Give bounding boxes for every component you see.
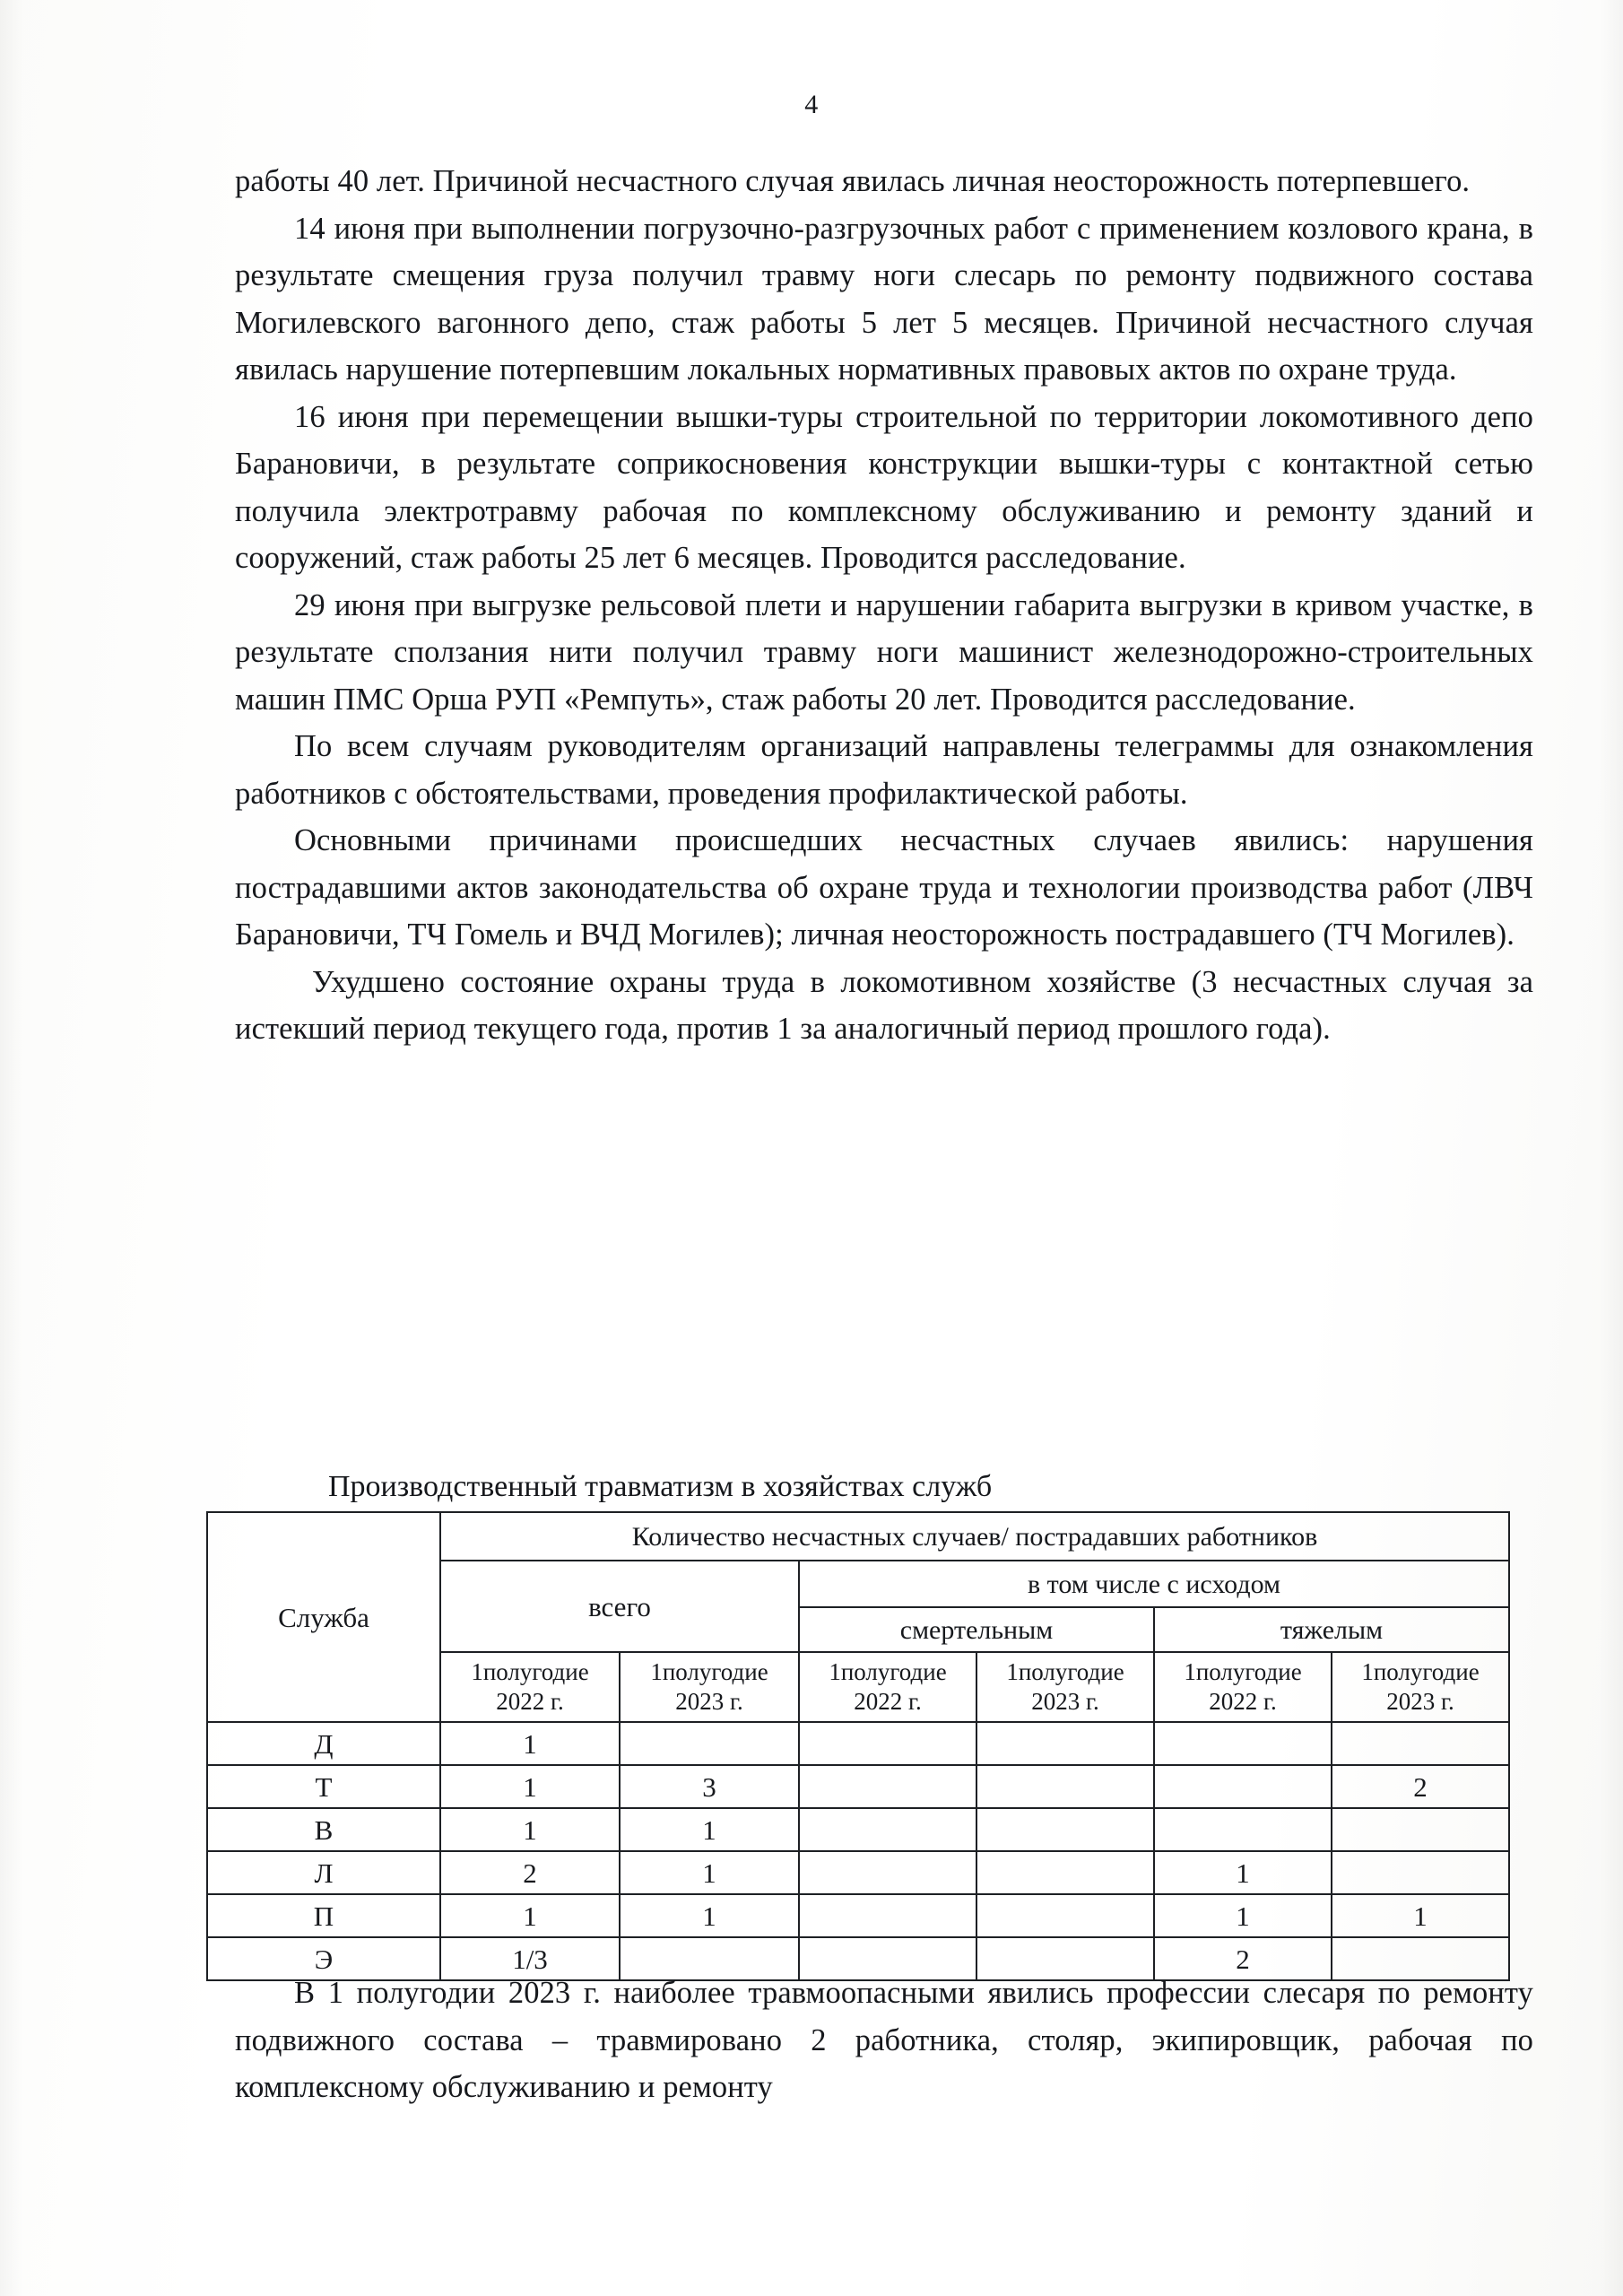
period-line-2: 2023 г. — [1386, 1688, 1454, 1715]
header-severe: тяжелым — [1154, 1607, 1509, 1652]
period-line-1: 1полугодие — [1361, 1658, 1480, 1685]
header-period-severe-2022 — [1154, 1652, 1332, 1722]
paragraph-june-14: 14 июня при выполнении погрузочно-разгрузочных работ с применением козлового крана, в результате смещения груза получил травму ноги слесарь по ремонту подвижного состава Могилевского вагонного депо, стаж работы 5 лет 5 месяцев. Причиной несчастного случая явилась нарушение потерпевшим локальных нормативных правовых актов по охране труда. — [235, 211, 1533, 387]
cell-total-2022: 1 — [440, 1765, 620, 1808]
period-line-1: 1полугодие — [829, 1658, 947, 1685]
cell-total-2023: 3 — [620, 1765, 799, 1808]
cell-fatal-2022 — [799, 1765, 976, 1808]
page-number: 4 — [804, 90, 819, 119]
header-count-group: Количество несчастных случаев/ пострадавших работников — [440, 1512, 1509, 1561]
cell-total-2023: 1 — [620, 1851, 799, 1894]
cell-fatal-2023 — [976, 1808, 1154, 1851]
cell-total-2022: 1/3 — [440, 1937, 620, 1980]
cell-fatal-2022 — [799, 1851, 976, 1894]
cell-fatal-2023 — [976, 1765, 1154, 1808]
cell-severe-2022 — [1154, 1765, 1332, 1808]
header-period-fatal-2022 — [799, 1652, 976, 1722]
cell-service: Э — [207, 1937, 440, 1980]
cell-fatal-2023 — [976, 1894, 1154, 1937]
cell-service: Л — [207, 1851, 440, 1894]
period-line-1: 1полугодие — [471, 1658, 589, 1685]
cell-service: Т — [207, 1765, 440, 1808]
table-row — [207, 1851, 1509, 1894]
cell-severe-2023: 1 — [1332, 1894, 1509, 1937]
cell-fatal-2022 — [799, 1722, 976, 1765]
header-period-total-2023 — [620, 1652, 799, 1722]
paragraph-deterioration: Ухудшено состояние охраны труда в локомотивном хозяйстве (3 несчастных случая за истекший период текущего года, против 1 за аналогичный период прошлого года). — [235, 964, 1533, 1046]
closing-text-block — [235, 1970, 1533, 2111]
table-row — [207, 1808, 1509, 1851]
scan-edge-left — [0, 0, 23, 2296]
period-line-2: 2022 г. — [854, 1688, 922, 1715]
cell-severe-2023 — [1332, 1808, 1509, 1851]
cell-severe-2022 — [1154, 1722, 1332, 1765]
header-including-outcome: в том числе с исходом — [799, 1561, 1509, 1607]
period-line-2: 2023 г. — [675, 1688, 743, 1715]
table-row — [207, 1765, 1509, 1808]
header-period-severe-2023 — [1332, 1652, 1509, 1722]
paragraph-continuation: работы 40 лет. Причиной несчастного случая явилась личная неосторожность потерпевшего. — [235, 164, 1471, 198]
injury-table-section — [206, 1467, 1508, 1981]
table-row — [207, 1894, 1509, 1937]
scan-edge-right — [1600, 0, 1623, 2296]
table-row — [207, 1722, 1509, 1765]
cell-fatal-2022 — [799, 1808, 976, 1851]
cell-total-2022: 1 — [440, 1722, 620, 1765]
header-period-total-2022 — [440, 1652, 620, 1722]
period-line-1: 1полугодие — [1184, 1658, 1302, 1685]
header-period-fatal-2023 — [976, 1652, 1154, 1722]
paragraph-june-29: 29 июня при выгрузке рельсовой плети и нарушении габарита выгрузки в кривом участке, в результате сползания нити получил травму ноги машинист железнодорожно-строительных машин ПМС Орша РУП «Ремпуть», стаж работы 20 лет. Проводится расследование. — [235, 587, 1533, 717]
cell-severe-2022 — [1154, 1808, 1332, 1851]
paragraph-june-16: 16 июня при перемещении вышки-туры строительной по территории локомотивного депо Барановичи, в результате соприкосновения конструкции вышки-туры с контактной сетью получила электротравму рабочая по комплексному обслуживанию и ремонту зданий и сооружений, стаж работы 25 лет 6 месяцев. Проводится расследование. — [235, 399, 1533, 575]
cell-total-2023: 1 — [620, 1808, 799, 1851]
period-line-2: 2023 г. — [1031, 1688, 1099, 1715]
cell-severe-2022: 1 — [1154, 1894, 1332, 1937]
header-service: Служба — [207, 1512, 440, 1722]
cell-total-2022: 1 — [440, 1808, 620, 1851]
paragraph-telegrams: По всем случаям руководителям организаций направлены телеграммы для ознакомления работников с обстоятельствами, проведения профилактической работы. — [235, 729, 1533, 811]
table-body — [207, 1722, 1509, 1980]
period-line-1: 1полугодие — [650, 1658, 768, 1685]
cell-total-2022: 1 — [440, 1894, 620, 1937]
injury-statistics-table — [206, 1511, 1510, 1981]
table-caption: Производственный травматизм в хозяйствах служб — [328, 1470, 993, 1503]
cell-total-2023: 1 — [620, 1894, 799, 1937]
header-row-group — [207, 1512, 1509, 1561]
period-line-2: 2022 г. — [1209, 1688, 1277, 1715]
cell-severe-2022: 1 — [1154, 1851, 1332, 1894]
paragraph-closing: В 1 полугодии 2023 г. наиболее травмоопасными явились профессии слесаря по ремонту подвижного состава – травмировано 2 работника, столяр, экипировщик, рабочая по комплексному обслуживанию и ремонту — [235, 1976, 1533, 2104]
cell-severe-2023 — [1332, 1722, 1509, 1765]
cell-fatal-2023 — [976, 1851, 1154, 1894]
header-fatal: смертельным — [799, 1607, 1154, 1652]
cell-severe-2023: 2 — [1332, 1765, 1509, 1808]
cell-severe-2023 — [1332, 1851, 1509, 1894]
header-total: всего — [440, 1561, 799, 1652]
cell-fatal-2023 — [976, 1722, 1154, 1765]
body-text-block — [235, 158, 1533, 1053]
paragraph-main-causes: Основными причинами происшедших несчастных случаев явились: нарушения пострадавшими актов законодательства об охране труда и технологии производства работ (ЛВЧ Барановичи, ТЧ Гомель и ВЧД Могилев); личная неосторожность пострадавшего (ТЧ Могилев). — [235, 823, 1533, 952]
period-line-2: 2022 г. — [496, 1688, 564, 1715]
cell-service: П — [207, 1894, 440, 1937]
cell-fatal-2022 — [799, 1894, 976, 1937]
cell-service: В — [207, 1808, 440, 1851]
cell-service: Д — [207, 1722, 440, 1765]
cell-severe-2022: 2 — [1154, 1937, 1332, 1980]
cell-total-2022: 2 — [440, 1851, 620, 1894]
cell-total-2023 — [620, 1722, 799, 1765]
table-header — [207, 1512, 1509, 1722]
period-line-1: 1полугодие — [1006, 1658, 1124, 1685]
